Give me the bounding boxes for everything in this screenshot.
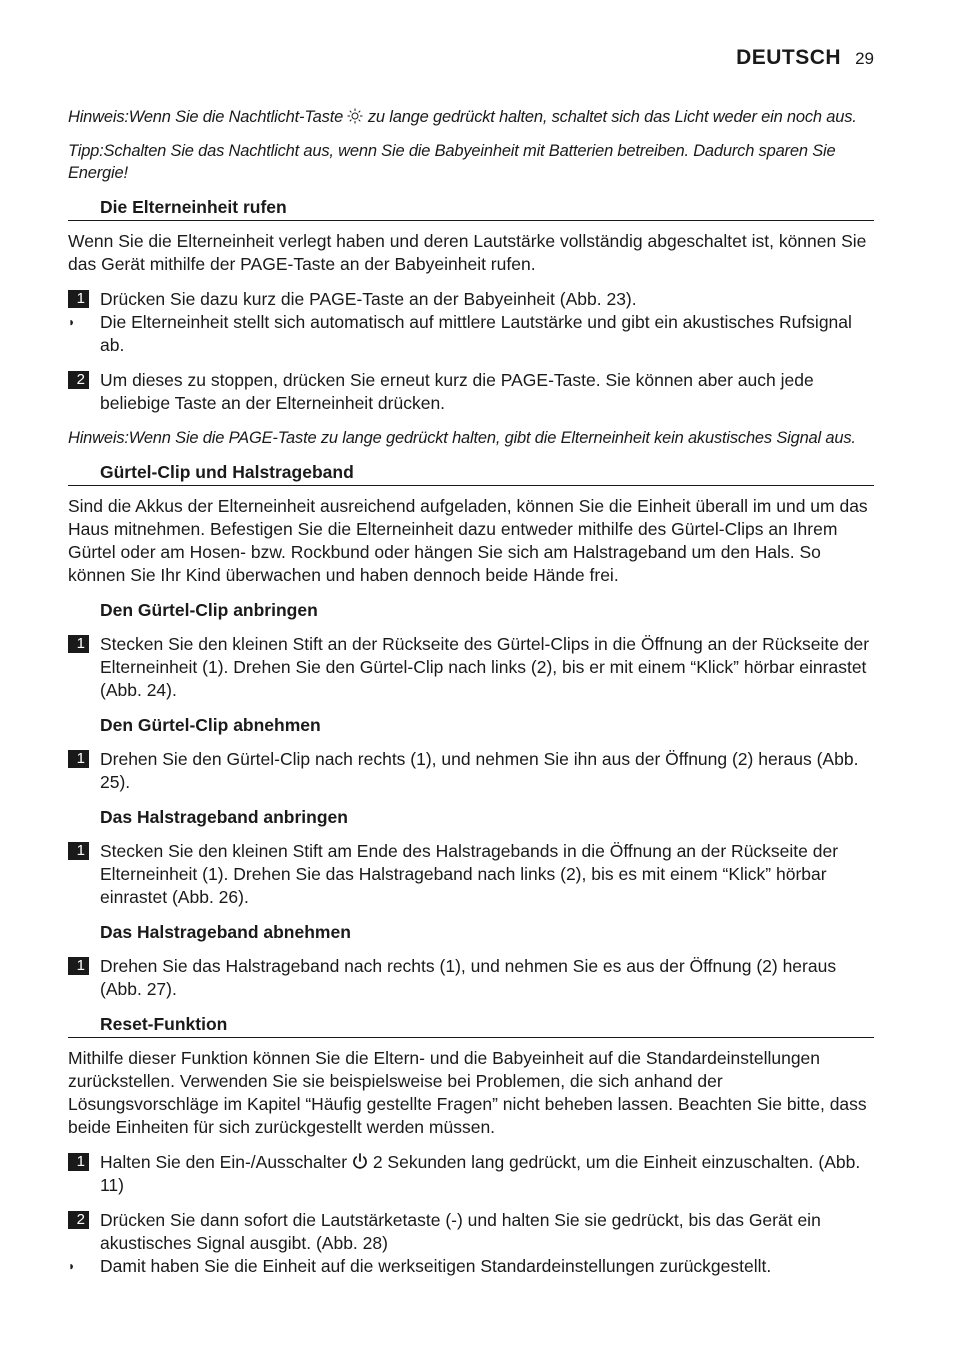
page-content: [68, 106, 874, 1278]
step-number: 1: [68, 957, 89, 975]
step-text: Stecken Sie den kleinen Stift am Ende des Halstragebands in die Öffnung an der Rückseite der Elterneinheit (1). Drehen Sie das Halstrageband nach links (2), bis es mit einem “Klick” hörbar einrastet (Abb. 26).: [100, 841, 839, 907]
step-number: 1: [68, 842, 89, 860]
step-number: 1: [68, 1153, 89, 1171]
step-text: Um dieses zu stoppen, drücken Sie erneut kurz die PAGE-Taste. Sie können aber auch jede beliebige Taste an der Elterneinheit drücken.: [100, 370, 814, 413]
subheading-remove-lanyard: Das Halstrageband abnehmen: [100, 922, 351, 942]
step-number: 2: [68, 1211, 89, 1229]
nightlight-icon: [347, 108, 363, 124]
step-text: Drehen Sie das Halstrageband nach rechts (1), und nehmen Sie es aus der Öffnung (2) heraus (Abb. 27).: [100, 956, 837, 999]
page-header: [736, 46, 874, 70]
step-text: Drücken Sie dann sofort die Lautstärketaste (-) und halten Sie sie gedrückt, bis das Gerät ein akustisches Signal ausgibt. (Abb. 28): [100, 1210, 821, 1253]
step-text: Halten Sie den Ein-/Ausschalter 2 Sekunden lang gedrückt, um die Einheit einzuschalten. (Abb. 11): [100, 1152, 861, 1195]
power-icon: [352, 1153, 368, 1170]
subheading-remove-clip: Den Gürtel-Clip abnehmen: [100, 715, 321, 735]
step-1-power-on: [68, 1151, 874, 1197]
page-button-note: Hinweis:Wenn Sie die PAGE-Taste zu lange gedrückt halten, gibt die Elterneinheit kein akustisches Signal aus.: [68, 429, 856, 447]
section-heading-belt-clip: Gürtel-Clip und Halstrageband: [68, 461, 874, 486]
subheading-attach-clip: Den Gürtel-Clip anbringen: [100, 600, 318, 620]
bullet-icon: ◗: [68, 1259, 76, 1273]
step-text: Drehen Sie den Gürtel-Clip nach rechts (1), und nehmen Sie ihn aus der Öffnung (2) heraus (Abb. 25).: [100, 749, 859, 792]
step-attach-clip: [68, 633, 874, 702]
step-attach-lanyard: [68, 840, 874, 909]
step-text: Stecken Sie den kleinen Stift an der Rückseite des Gürtel-Clips in die Öffnung an der Rückseite der Elterneinheit (1). Drehen Sie den Gürtel-Clip nach links (2), bis er mit einem “Klick” hörbar einrastet (Abb. 24).: [100, 634, 870, 700]
subheading-attach-lanyard: Das Halstrageband anbringen: [100, 807, 348, 827]
step-remove-clip: [68, 748, 874, 794]
bullet-text: Damit haben Sie die Einheit auf die werkseitigen Standardeinstellungen zurückgestellt.: [100, 1256, 772, 1276]
page-number: 29: [855, 49, 874, 68]
section-body-reset: Mithilfe dieser Funktion können Sie die Eltern- und die Babyeinheit auf die Standardeinstellungen zurückstellen. Verwenden Sie sie beispielsweise bei Problemen, die sich anhand der Lösungsvorschläge im Kapitel “Häufig gestellte Fragen” nicht beheben lassen. Beachten Sie bitte, dass beide Einheiten für sich zurückgestellt werden müssen.: [68, 1048, 867, 1137]
step-2-stop: [68, 369, 874, 415]
result-bullet: [68, 1255, 874, 1278]
step-remove-lanyard: [68, 955, 874, 1001]
bullet-text: Die Elterneinheit stellt sich automatisch auf mittlere Lautstärke und gibt ein akustisches Rufsignal ab.: [100, 312, 852, 355]
bullet-icon: ◗: [68, 315, 76, 329]
step-number: 1: [68, 635, 89, 653]
step-number: 1: [68, 750, 89, 768]
result-bullet: [68, 311, 874, 357]
step-1-page: [68, 288, 874, 311]
battery-tip: Tipp:Schalten Sie das Nachtlicht aus, wenn Sie die Babyeinheit mit Batterien betreiben. Dadurch sparen Sie Energie!: [68, 142, 836, 182]
section-body-page-parent: Wenn Sie die Elterneinheit verlegt haben und deren Lautstärke vollständig abgeschaltet ist, können Sie das Gerät mithilfe der PAGE-Taste an der Babyeinheit rufen.: [68, 231, 867, 274]
language-label: DEUTSCH: [736, 46, 842, 69]
step-number: 1: [68, 290, 89, 308]
section-heading-page-parent: Die Elterneinheit rufen: [68, 196, 874, 221]
nightlight-note: Hinweis:Wenn Sie die Nachtlicht-Taste zu lange gedrückt halten, schaltet sich das Licht weder ein noch aus.: [68, 108, 857, 126]
step-number: 2: [68, 371, 89, 389]
section-body-belt-clip: Sind die Akkus der Elterneinheit ausreichend aufgeladen, können Sie die Einheit überall im und um das Haus mitnehmen. Befestigen Sie die Elterneinheit dazu entweder mithilfe des Gürtel-Clips an Ihrem Gürtel oder am Hosen- bzw. Rockbund oder hängen Sie sich am Halstrageband um den Hals. So können Sie Ihr Kind überwachen und haben dennoch beide Hände frei.: [68, 496, 868, 585]
step-2-volume: [68, 1209, 874, 1255]
section-heading-reset: Reset-Funktion: [68, 1013, 874, 1038]
step-text: Drücken Sie dazu kurz die PAGE-Taste an der Babyeinheit (Abb. 23).: [100, 289, 637, 309]
